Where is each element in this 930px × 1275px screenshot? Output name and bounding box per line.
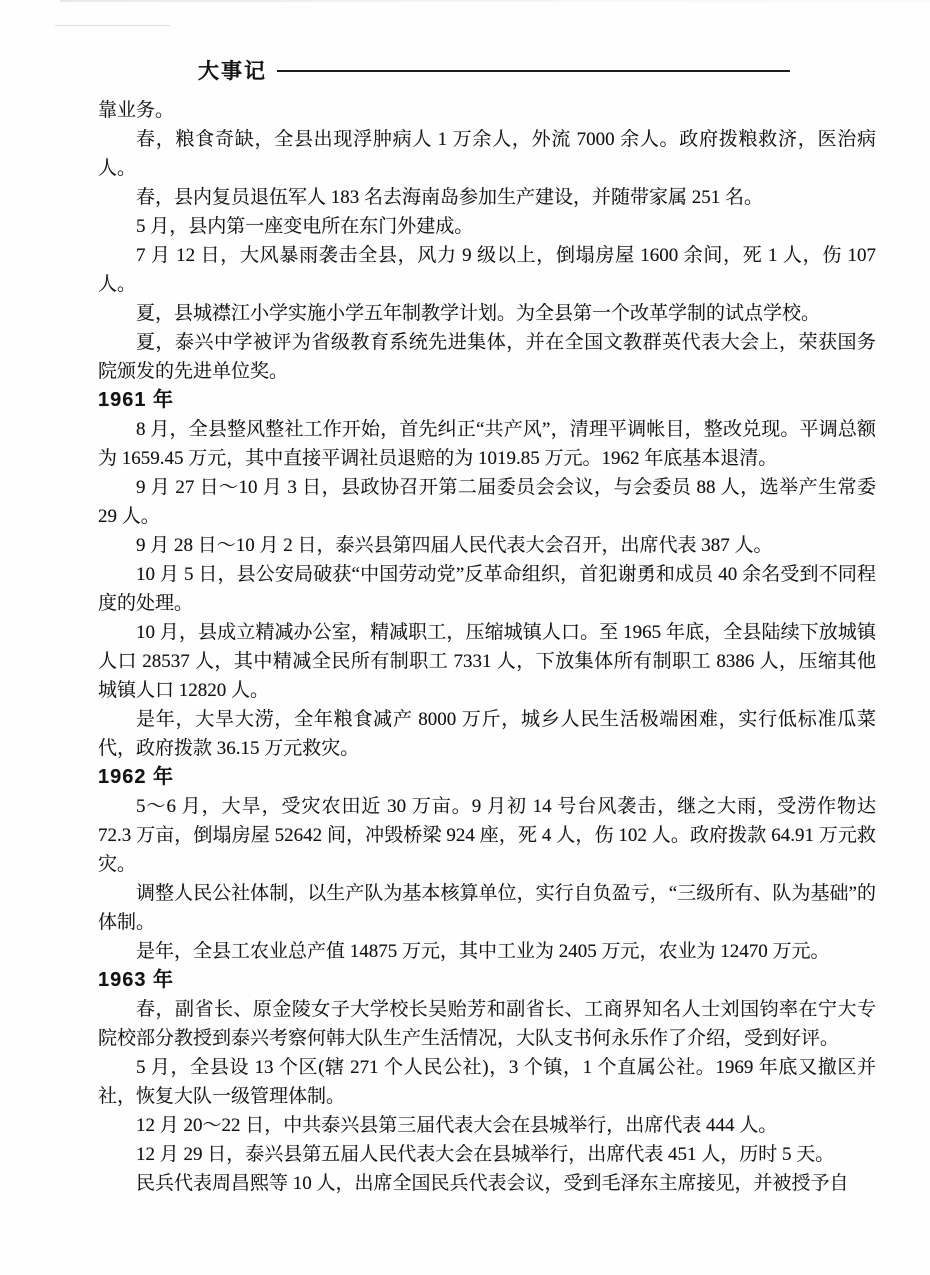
paragraph: 夏，泰兴中学被评为省级教育系统先进集体，并在全国文教群英代表大会上，荣获国务院颁发的先进单位奖。 — [98, 332, 876, 382]
paragraph: 春，粮食奇缺，全县出现浮肿病人 1 万余人，外流 7000 余人。政府拨粮救济，医治病人。 — [98, 129, 876, 179]
scan-artifact-top-edge — [60, 0, 930, 2]
paragraph: 春，县内复员退伍军人 183 名去海南岛参加生产建设，并随带家属 251 名。 — [136, 187, 764, 208]
year-heading: 1961 年 — [98, 389, 175, 411]
paragraph: 12 月 29 日，泰兴县第五届人民代表大会在县城举行，出席代表 451 人，历时 5 天。 — [136, 1144, 835, 1165]
paragraph: 5 月，县内第一座变电所在东门外建成。 — [136, 216, 474, 237]
scan-artifact-line — [55, 25, 170, 26]
paragraph: 夏，县城襟江小学实施小学五年制教学计划。为全县第一个改革学制的试点学校。 — [136, 303, 821, 324]
paragraph: 5 月，全县设 13 个区(辖 271 个人民公社)，3 个镇，1 个直属公社。1969 年底又撤区并社，恢复大队一级管理体制。 — [98, 1057, 876, 1107]
paragraph: 8 月，全县整风整社工作开始，首先纠正“共产风”，清理平调帐目，整改兑现。平调总额为 1659.45 万元，其中直接平调社员退赔的为 1019.85 万元。1962 年底基本退清。 — [98, 419, 876, 469]
paragraph: 9 月 28 日～10 月 2 日，泰兴县第四届人民代表大会召开，出席代表 387 人。 — [136, 535, 773, 556]
paragraph: 12 月 20～22 日，中共泰兴县第三届代表大会在县城举行，出席代表 444 人。 — [136, 1115, 778, 1136]
paragraph: 5～6 月，大旱，受灾农田近 30 万亩。9 月初 14 号台风袭击，继之大雨，受涝作物达 72.3 万亩，倒塌房屋 52642 间，冲毁桥梁 924 座，死 4 人，伤 102 人。政府拨款 64.91 万元救灾。 — [98, 796, 876, 875]
paragraph: 是年，全县工农业总产值 14875 万元，其中工业为 2405 万元，农业为 12470 万元。 — [136, 941, 830, 962]
header-rule — [277, 70, 790, 72]
running-header — [198, 55, 790, 85]
chronicle-text — [98, 96, 876, 1198]
year-heading: 1962 年 — [98, 766, 175, 788]
page-header-title: 大事记 — [198, 60, 267, 83]
paragraph: 10 月，县成立精减办公室，精减职工，压缩城镇人口。至 1965 年底，全县陆续下放城镇人口 28537 人，其中精减全民所有制职工 7331 人，下放集体所有制职工 8386 人，压缩其他城镇人口 12820 人。 — [98, 622, 876, 701]
paragraph: 9 月 27 日～10 月 3 日，县政协召开第二届委员会会议，与会委员 88 人，选举产生常委 29 人。 — [98, 477, 876, 527]
paragraph: 春，副省长、原金陵女子大学校长吴贻芳和副省长、工商界知名人士刘国钧率在宁大专院校部分教授到泰兴考察何韩大队生产生活情况，大队支书何永乐作了介绍，受到好评。 — [98, 999, 876, 1049]
paragraph: 靠业务。 — [98, 100, 175, 121]
paragraph: 7 月 12 日，大风暴雨袭击全县，风力 9 级以上，倒塌房屋 1600 余间，死 1 人，伤 107 人。 — [98, 245, 876, 295]
paragraph: 10 月 5 日，县公安局破获“中国劳动党”反革命组织，首犯谢勇和成员 40 余名受到不同程度的处理。 — [98, 564, 876, 614]
paragraph: 调整人民公社体制，以生产队为基本核算单位，实行自负盈亏，“三级所有、队为基础”的体制。 — [98, 883, 876, 933]
paragraph: 民兵代表周昌熙等 10 人，出席全国民兵代表会议，受到毛泽东主席接见，并被授予自 — [136, 1173, 849, 1194]
year-heading: 1963 年 — [98, 969, 175, 991]
paragraph: 是年，大旱大涝，全年粮食减产 8000 万斤，城乡人民生活极端困难，实行低标准瓜菜代，政府拨款 36.15 万元救灾。 — [98, 709, 876, 759]
